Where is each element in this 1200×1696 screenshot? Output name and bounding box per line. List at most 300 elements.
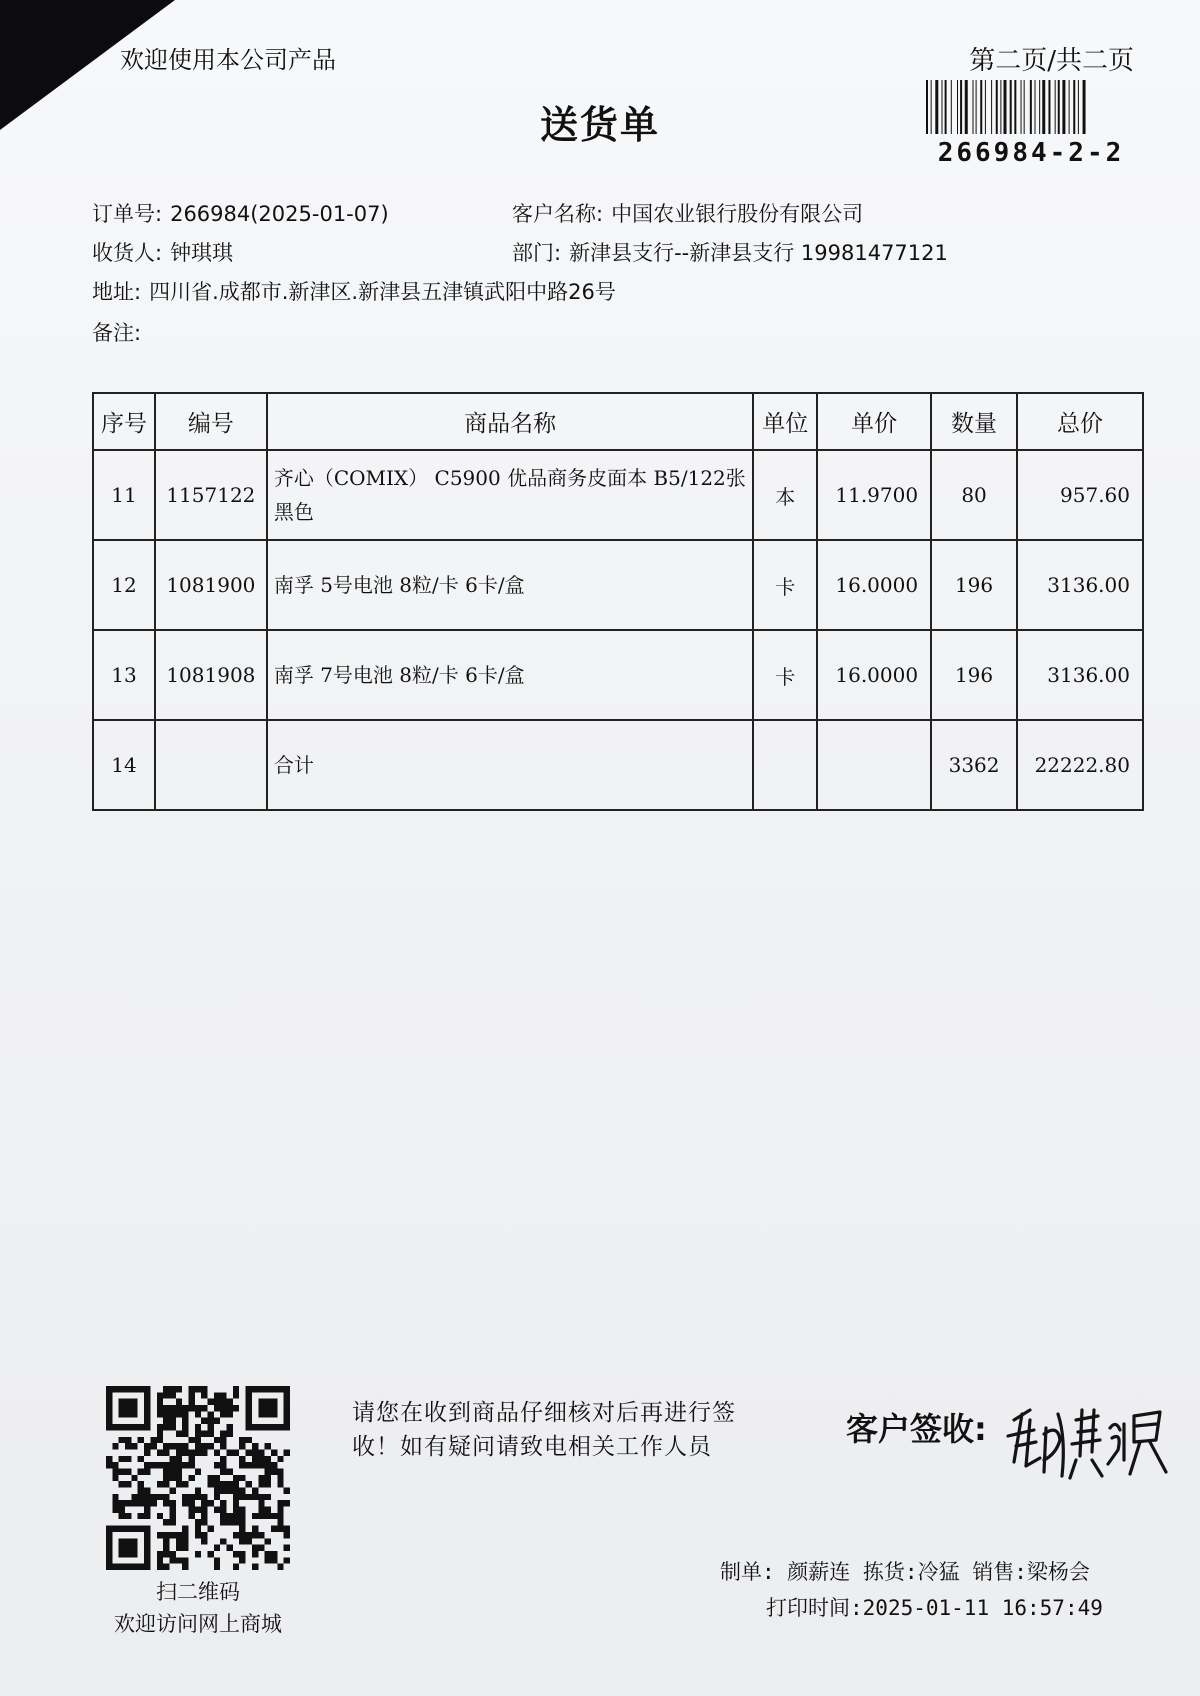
qr-module [220,1538,226,1544]
qr-module [157,1564,163,1570]
qr-module [144,1564,150,1570]
qr-module [227,1468,233,1474]
header-total: 总价 [1017,393,1143,450]
qr-module [284,1488,290,1494]
qr-module [176,1532,182,1538]
qr-module [208,1399,214,1405]
qr-module [157,1557,163,1563]
qr-module [188,1437,194,1443]
qr-module [119,1564,125,1570]
qr-module [220,1468,226,1474]
qr-module [138,1526,144,1532]
qr-module [119,1526,125,1532]
barcode-bar [1062,80,1065,134]
barcode-bar [945,80,947,134]
qr-module [163,1443,169,1449]
qr-module [214,1488,220,1494]
department-value: 新津县支行--新津县支行 19981477121 [569,241,948,265]
qr-module [106,1557,112,1563]
qr-module [277,1424,283,1430]
qr-module [195,1437,201,1443]
qr-module [233,1392,239,1398]
barcode-bar [1073,80,1075,134]
qr-module [125,1564,131,1570]
qr-module [227,1411,233,1417]
qr-module [246,1532,252,1538]
print-time-label: 打印时间: [766,1596,863,1620]
qr-module [150,1462,156,1468]
qr-module [239,1526,245,1532]
barcode-bar [1024,80,1025,134]
qr-module [258,1507,264,1513]
qr-module [188,1462,194,1468]
qr-module [112,1475,118,1481]
qr-module [144,1500,150,1506]
qr-module [252,1462,258,1468]
qr-module [119,1386,125,1392]
qr-module [220,1507,226,1513]
qr-module [163,1475,169,1481]
qr-module [131,1538,137,1544]
qr-module [119,1500,125,1506]
qr-module [208,1500,214,1506]
qr-module [233,1551,239,1557]
qr-module [106,1526,112,1532]
qr-module [220,1462,226,1468]
address-field [92,276,616,306]
customer-value: 中国农业银行股份有限公司 [611,202,864,226]
barcode-number: 266984-2-2 [937,138,1125,168]
qr-module [119,1481,125,1487]
qr-module [265,1399,271,1405]
qr-module [233,1481,239,1487]
qr-module [163,1449,169,1455]
qr-module [258,1494,264,1500]
qr-module [169,1424,175,1430]
qr-module [195,1507,201,1513]
qr-module [169,1557,175,1563]
qr-module [220,1481,226,1487]
qr-module [131,1411,137,1417]
qr-module [271,1424,277,1430]
qr-module [157,1430,163,1436]
qr-module [284,1386,290,1392]
qr-module [144,1418,150,1424]
qr-module [265,1551,271,1557]
qr-module [144,1392,150,1398]
qr-module [208,1411,214,1417]
qr-module [125,1468,131,1474]
qr-module [150,1437,156,1443]
qr-module [144,1443,150,1449]
qr-module [258,1456,264,1462]
qr-module [252,1456,258,1462]
qr-module [144,1411,150,1417]
qr-module [284,1411,290,1417]
barcode-bar [942,80,943,134]
qr-module [277,1526,283,1532]
qr-module [119,1468,125,1474]
qr-module [169,1386,175,1392]
qr-module [201,1449,207,1455]
qr-module [106,1392,112,1398]
qr-module [169,1488,175,1494]
qr-module [233,1519,239,1525]
header-unit: 单位 [753,393,817,450]
staff-info: 制单: 颜薪连 拣货:冷猛 销售:梁杨会 [720,1560,1090,1584]
qr-module [208,1481,214,1487]
barcode-bar [976,80,977,134]
qr-module [239,1456,245,1462]
qr-module [163,1424,169,1430]
qr-module [252,1443,258,1449]
qr-caption-scan: 扫二维码 [156,1580,240,1604]
qr-module [150,1500,156,1506]
qr-module [125,1424,131,1430]
qr-module [233,1386,239,1392]
qr-module [220,1500,226,1506]
qr-module [284,1532,290,1538]
barcode-bar [1010,80,1012,134]
qr-module [201,1405,207,1411]
qr-module [163,1532,169,1538]
qr-module [284,1399,290,1405]
qr-module [284,1526,290,1532]
cell-total: 22222.80 [1017,720,1143,810]
qr-module [176,1538,182,1544]
qr-module [220,1513,226,1519]
qr-module [271,1386,277,1392]
qr-module [271,1557,277,1563]
qr-module [252,1424,258,1430]
cell-unit: 卡 [753,630,817,720]
qr-module [163,1462,169,1468]
qr-module [106,1564,112,1570]
cell-unit [753,720,817,810]
qr-module [176,1545,182,1551]
qr-module [150,1443,156,1449]
header-unit-price: 单价 [817,393,931,450]
print-time-value: 2025-01-11 16:57:49 [862,1596,1103,1620]
receiver-value: 钟琪琪 [170,241,234,265]
qr-module [182,1462,188,1468]
qr-module [112,1462,118,1468]
qr-module [227,1405,233,1411]
qr-module [182,1411,188,1417]
qr-module [233,1500,239,1506]
cell-total: 3136.00 [1017,630,1143,720]
qr-module [106,1399,112,1405]
qr-module [138,1424,144,1430]
qr-module [246,1411,252,1417]
barcode-bar [985,80,986,134]
qr-module [119,1551,125,1557]
qr-module [169,1468,175,1474]
qr-module [182,1449,188,1455]
address-value: 四川省.成都市.新津区.新津县五津镇武阳中路26号 [149,280,616,304]
qr-module [163,1545,169,1551]
qr-module [169,1513,175,1519]
qr-module [106,1386,112,1392]
barcode-image [924,80,1138,134]
qr-module [220,1437,226,1443]
qr-module [239,1507,245,1513]
qr-module [188,1405,194,1411]
page-indicator: 第二页/共二页 [969,46,1134,76]
qr-module [227,1488,233,1494]
qr-module [112,1494,118,1500]
qr-module [150,1494,156,1500]
qr-module [131,1405,137,1411]
qr-module [239,1557,245,1563]
qr-module [258,1532,264,1538]
qr-module [182,1418,188,1424]
qr-module [119,1538,125,1544]
qr-module [214,1481,220,1487]
qr-module [227,1424,233,1430]
qr-module [157,1532,163,1538]
qr-module [220,1456,226,1462]
cell-product-name: 南孚 5号电池 8粒/卡 6卡/盒 [267,540,753,630]
qr-module [265,1538,271,1544]
qr-module [131,1551,137,1557]
qr-caption-mall: 欢迎访问网上商城 [114,1612,282,1636]
welcome-text: 欢迎使用本公司产品 [120,46,336,74]
qr-module [271,1468,277,1474]
department-field [512,237,948,267]
qr-module [239,1532,245,1538]
qr-module [112,1386,118,1392]
qr-module [277,1468,283,1474]
qr-module [201,1418,207,1424]
cell-product-name: 南孚 7号电池 8粒/卡 6卡/盒 [267,630,753,720]
qr-module [271,1411,277,1417]
qr-module [131,1475,137,1481]
qr-module [138,1468,144,1474]
qr-module [119,1405,125,1411]
barcode-bar [1048,80,1050,134]
qr-module [284,1424,290,1430]
qr-module [233,1564,239,1570]
qr-module [284,1500,290,1506]
order-number-field [92,198,389,228]
qr-module [144,1399,150,1405]
qr-module [176,1557,182,1563]
qr-module [239,1437,245,1443]
qr-module [233,1507,239,1513]
qr-module [214,1392,220,1398]
qr-module [163,1411,169,1417]
qr-module [239,1513,245,1519]
qr-module [182,1430,188,1436]
receiver-label: 收货人: [92,241,163,265]
barcode-bar [973,80,974,134]
qr-module [246,1386,252,1392]
qr-module [284,1545,290,1551]
qr-module [125,1386,131,1392]
address-label: 地址: [92,280,142,304]
table-header-row [93,393,1143,450]
department-label: 部门: [512,241,562,265]
qr-module [144,1557,150,1563]
qr-module [144,1462,150,1468]
qr-module [258,1462,264,1468]
qr-module [246,1418,252,1424]
qr-module [258,1513,264,1519]
qr-module [138,1488,144,1494]
qr-module [246,1437,252,1443]
qr-module [277,1386,283,1392]
qr-module [125,1545,131,1551]
receipt-notice: 请您在收到商品仔细核对后再进行签收！如有疑问请致电相关工作人员 [352,1400,736,1460]
qr-module [176,1386,182,1392]
qr-module [144,1488,150,1494]
cell-total: 957.60 [1017,450,1143,540]
qr-module [157,1494,163,1500]
qr-module [157,1449,163,1455]
qr-module [112,1564,118,1570]
qr-module [138,1437,144,1443]
qr-module [119,1545,125,1551]
barcode-bar [996,80,998,134]
qr-module [157,1392,163,1398]
qr-module [214,1494,220,1500]
qr-module [138,1500,144,1506]
qr-module [252,1449,258,1455]
qr-module [131,1500,137,1506]
qr-module [157,1437,163,1443]
qr-module [252,1526,258,1532]
qr-module [125,1456,131,1462]
qr-module [227,1399,233,1405]
cell-unit: 卡 [753,540,817,630]
qr-module [258,1399,264,1405]
remark-field [92,317,149,347]
qr-module [265,1494,271,1500]
qr-module [233,1513,239,1519]
qr-module [201,1538,207,1544]
qr-module [214,1449,220,1455]
qr-module [144,1424,150,1430]
qr-module [277,1507,283,1513]
cell-code [155,720,267,810]
qr-module [214,1475,220,1481]
qr-module [258,1481,264,1487]
qr-module [233,1488,239,1494]
qr-module [157,1424,163,1430]
qr-module [157,1462,163,1468]
qr-module [169,1392,175,1398]
qr-module [112,1443,118,1449]
qr-module [195,1494,201,1500]
qr-module [252,1513,258,1519]
qr-module [195,1468,201,1474]
barcode-bar [951,80,952,134]
qr-module [163,1386,169,1392]
barcode-bar [980,80,982,134]
customer-label: 客户名称: [512,202,604,226]
qr-module [271,1462,277,1468]
qr-module [182,1557,188,1563]
qr-module [119,1411,125,1417]
qr-module [233,1449,239,1455]
remark-label: 备注: [92,321,142,345]
qr-module [208,1418,214,1424]
qr-module [265,1513,271,1519]
qr-module [284,1449,290,1455]
qr-module [169,1532,175,1538]
qr-module [201,1392,207,1398]
qr-module [119,1513,125,1519]
qr-module [131,1443,137,1449]
qr-module [106,1405,112,1411]
qr-module [169,1507,175,1513]
qr-module [201,1500,207,1506]
qr-module [214,1557,220,1563]
qr-module [220,1411,226,1417]
barcode-bar [1035,80,1036,134]
barcode-bar [1083,80,1086,134]
qr-module [214,1405,220,1411]
qr-module [125,1513,131,1519]
qr-module [112,1526,118,1532]
qr-module [214,1545,220,1551]
qr-module [227,1513,233,1519]
qr-module [265,1411,271,1417]
barcode-bar [926,80,928,134]
qr-module [106,1462,112,1468]
qr-module [119,1399,125,1405]
qr-module [201,1386,207,1392]
qr-module [176,1475,182,1481]
qr-module [163,1468,169,1474]
qr-module [214,1507,220,1513]
qr-module [163,1494,169,1500]
customer-field [512,198,863,228]
cell-seq: 14 [93,720,155,810]
qr-module [157,1513,163,1519]
cell-quantity: 196 [931,630,1017,720]
qr-module [169,1443,175,1449]
qr-module [182,1494,188,1500]
qr-module [284,1405,290,1411]
qr-module [265,1468,271,1474]
qr-module [182,1545,188,1551]
qr-module [138,1456,144,1462]
qr-module [163,1519,169,1525]
qr-module [258,1449,264,1455]
qr-module [265,1475,271,1481]
qr-module [169,1456,175,1462]
qr-module [208,1551,214,1557]
qr-module [157,1551,163,1557]
qr-module [163,1481,169,1487]
qr-module [176,1449,182,1455]
qr-module [239,1494,245,1500]
barcode-bar [960,80,962,134]
qr-module [176,1468,182,1474]
qr-module [265,1405,271,1411]
document-title: 送货单 [539,103,660,147]
qr-module [265,1557,271,1563]
qr-module [208,1430,214,1436]
qr-module [271,1551,277,1557]
qr-module [125,1500,131,1506]
qr-module [252,1564,258,1570]
qr-module [214,1418,220,1424]
qr-module [252,1551,258,1557]
qr-module [176,1462,182,1468]
